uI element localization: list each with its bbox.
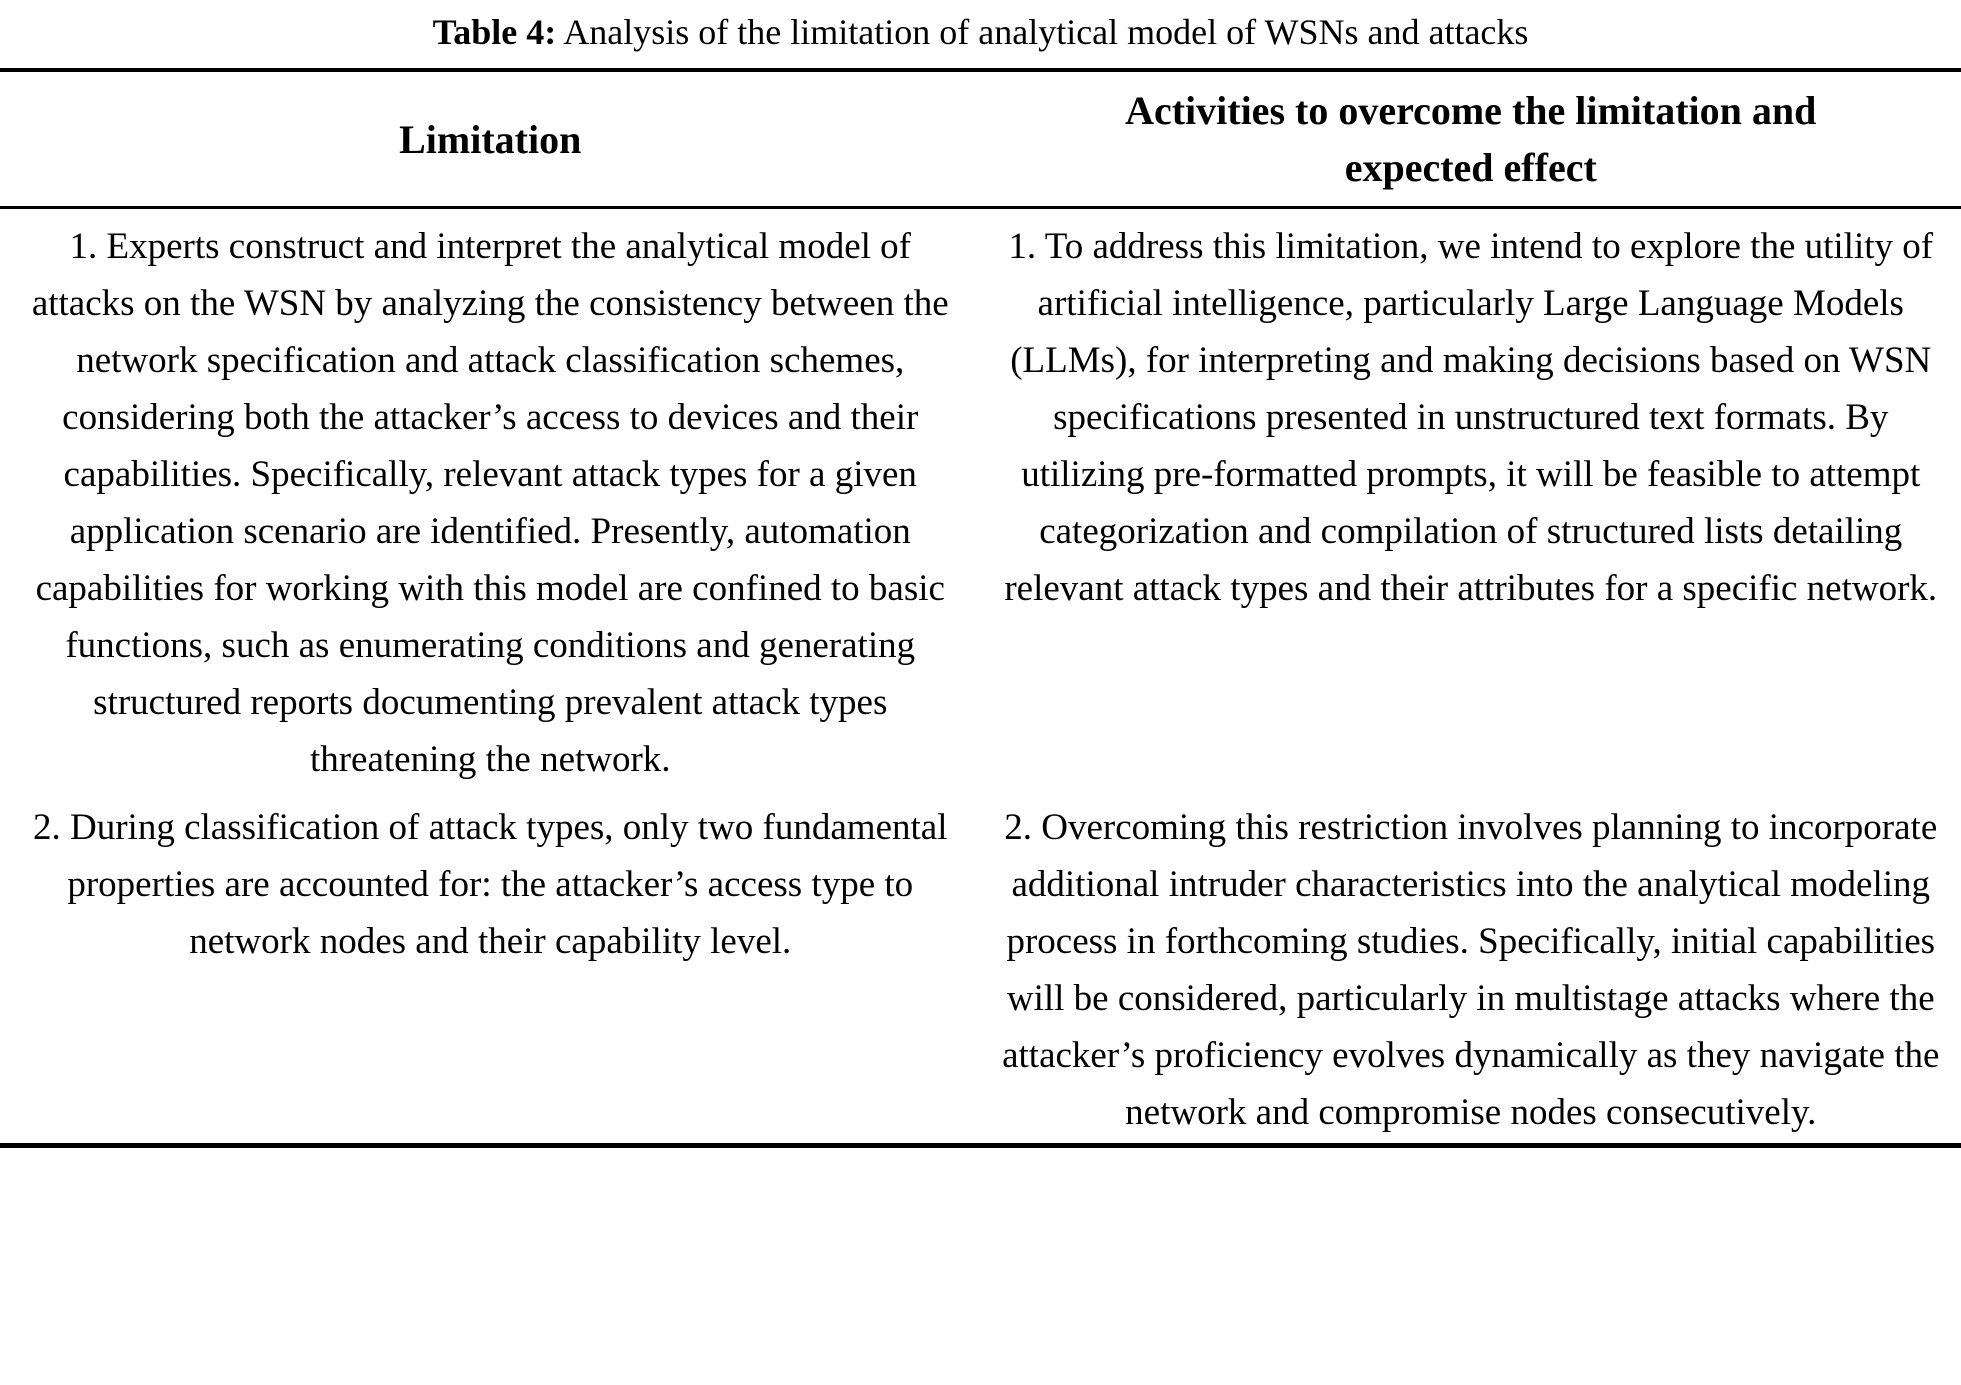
column-header-limitation: Limitation [0,70,981,208]
column-header-activities: Activities to overcome the limitation and expected effect [981,70,1961,208]
limitation-cell-2: 2. During classification of attack types, only two fundamental properties are accounted for: the attacker’s access type to network nodes and their capability level. [33,807,948,962]
table-row [0,208,1961,791]
table-caption [0,0,1961,68]
table-caption-label: Table 4: [432,12,557,52]
table-caption-text: Analysis of the limitation of analytical model of WSNs and attacks [556,12,1529,52]
activities-cell-2: 2. Overcoming this restriction involves planning to incorporate additional intruder characteristics into the analytical modeling process in forthcoming studies. Specifically, initial capabilities will be considered, particularly in multistage attacks where the attacker’s proficiency evolves dynamically as they navigate the network and compromise nodes consecutively. [1002,807,1940,1133]
table-row [0,790,1961,1146]
limitations-table [0,68,1961,1148]
limitation-cell-1: 1. Experts construct and interpret the analytical model of attacks on the WSN by analyzing the consistency between the network specification and attack classification schemes, considering both the attacker’s access to devices and their capabilities. Specifically, relevant attack types for a given application scenario are identified. Presently, automation capabilities for working with this model are confined to basic functions, such as enumerating conditions and generating structured reports documenting prevalent attack types threatening the network. [31,226,949,780]
activities-cell-1: 1. To address this limitation, we intend to explore the utility of artificial intelligence, particularly Large Language Models (LLMs), for interpreting and making decisions based on WSN specifications presented in unstructured text formats. By utilizing pre-formatted prompts, it will be feasible to attempt categorization and compilation of structured lists detailing relevant attack types and their attributes for a specific network. [1004,226,1938,609]
header-row [0,70,1961,208]
